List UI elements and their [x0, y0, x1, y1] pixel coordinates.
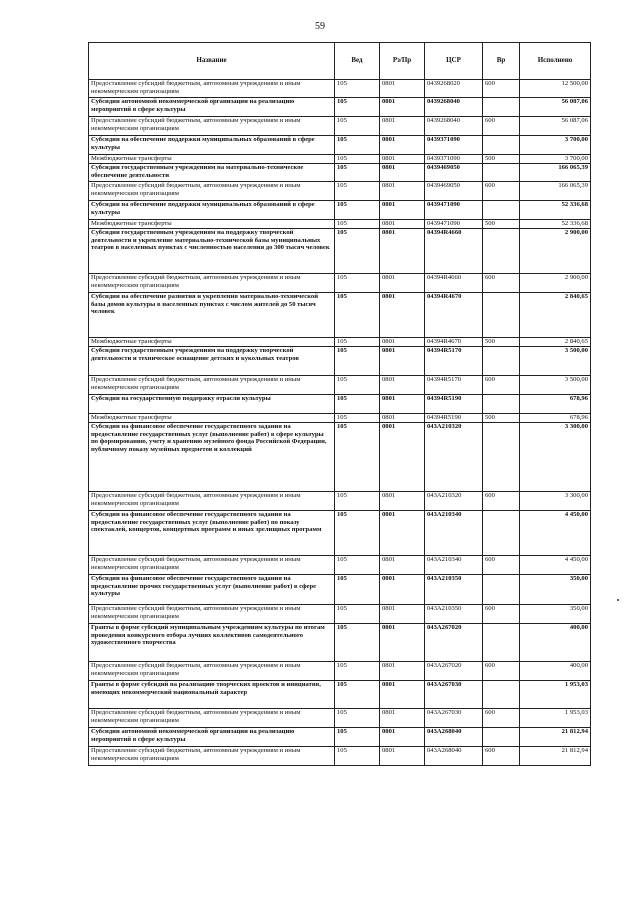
- cell-name: Межбюджетные трансферты: [89, 414, 335, 423]
- cell-vea: 105: [335, 624, 380, 662]
- cell-csr: 043A267030: [425, 709, 483, 728]
- cell-csr: 043A210340: [425, 556, 483, 575]
- cell-vea: 105: [335, 575, 380, 605]
- cell-vea: 105: [335, 201, 380, 220]
- cell-csr: 04394R5170: [425, 376, 483, 395]
- cell-vr: 500: [483, 155, 520, 164]
- table-row: [89, 376, 591, 395]
- table-row: [89, 556, 591, 575]
- cell-csr: 0439268020: [425, 80, 483, 98]
- cell-vea: 105: [335, 492, 380, 511]
- cell-csr: 04394R4670: [425, 293, 483, 338]
- cell-vea: 105: [335, 376, 380, 395]
- cell-name: Гранты в форме субсидий на реализацию творческих проектов и инициатив, имеющих некоммерческий национальный характер: [89, 681, 335, 709]
- cell-ispolneno: 350,00: [520, 575, 591, 605]
- cell-rzpr: 0801: [380, 98, 425, 117]
- cell-name: Предоставление субсидий бюджетным, автономным учреждениям и иным некоммерческим организациям: [89, 556, 335, 575]
- table-row: [89, 624, 591, 662]
- table-header: [89, 43, 591, 80]
- cell-vea: 105: [335, 293, 380, 338]
- cell-vr: [483, 98, 520, 117]
- cell-ispolneno: 678,96: [520, 414, 591, 423]
- cell-vr: 500: [483, 338, 520, 347]
- cell-vea: 105: [335, 117, 380, 136]
- cell-vr: [483, 395, 520, 414]
- cell-csr: 043A268040: [425, 728, 483, 747]
- cell-vea: 105: [335, 556, 380, 575]
- cell-vr: [483, 575, 520, 605]
- cell-csr: 043A210320: [425, 492, 483, 511]
- cell-name: Субсидии государственным учреждениям на поддержку творческой деятельности и укрепление материально-технической базы муниципальных театров в населенных пунктах с численностью населения до 300 тысяч человек: [89, 229, 335, 274]
- cell-csr: 043A267020: [425, 662, 483, 681]
- table-row: [89, 229, 591, 274]
- cell-ispolneno: 21 812,94: [520, 728, 591, 747]
- cell-ispolneno: 350,00: [520, 605, 591, 624]
- cell-name: Субсидии на финансовое обеспечение государственного задания на предоставление государственных услуг (выполнение работ) в сфере культуры по формированию, учету и хранению музейного фонда Российской Федерации, публичному показу музейных предметов и коллекций: [89, 423, 335, 492]
- cell-rzpr: 0801: [380, 201, 425, 220]
- cell-vr: 600: [483, 376, 520, 395]
- cell-csr: 0439268040: [425, 98, 483, 117]
- cell-rzpr: 0801: [380, 347, 425, 376]
- cell-csr: 04394R4660: [425, 229, 483, 274]
- cell-name: Субсидии на финансовое обеспечение государственного задания на предоставление прочих государственных услуг (выполнение работ) в сфере культуры: [89, 575, 335, 605]
- cell-rzpr: 0801: [380, 220, 425, 229]
- cell-vea: 105: [335, 182, 380, 201]
- cell-vea: 105: [335, 747, 380, 766]
- cell-rzpr: 0801: [380, 395, 425, 414]
- cell-csr: 043A210350: [425, 605, 483, 624]
- cell-vr: 500: [483, 220, 520, 229]
- cell-csr: 04394R5170: [425, 347, 483, 376]
- cell-csr: 04394R5190: [425, 395, 483, 414]
- cell-rzpr: 0801: [380, 155, 425, 164]
- cell-ispolneno: 2 840,65: [520, 338, 591, 347]
- table-body: [89, 80, 591, 766]
- header-vr: Вр: [483, 43, 520, 80]
- cell-name: Субсидии на обеспечение поддержки муниципальных образований в сфере культуры: [89, 136, 335, 155]
- cell-rzpr: 0801: [380, 709, 425, 728]
- table-row: [89, 728, 591, 747]
- cell-vr: 600: [483, 117, 520, 136]
- table-row: [89, 492, 591, 511]
- cell-ispolneno: 3 300,00: [520, 423, 591, 492]
- cell-vr: 600: [483, 662, 520, 681]
- cell-csr: 04394R4670: [425, 338, 483, 347]
- table-row: [89, 201, 591, 220]
- cell-name: Субсидии на финансовое обеспечение государственного задания на предоставление государственных услуг (выполнение работ) по показу спектаклей, концертов, концертных программ и иных зрелищных программ: [89, 511, 335, 556]
- cell-ispolneno: 400,00: [520, 624, 591, 662]
- cell-vr: [483, 681, 520, 709]
- cell-ispolneno: 3 500,00: [520, 376, 591, 395]
- header-name: Название: [89, 43, 335, 80]
- cell-rzpr: 0801: [380, 662, 425, 681]
- table-row: [89, 220, 591, 229]
- header-ispolneno: Исполнено: [520, 43, 591, 80]
- cell-vr: [483, 164, 520, 182]
- cell-ispolneno: 3 700,00: [520, 136, 591, 155]
- cell-rzpr: 0801: [380, 338, 425, 347]
- table-row: [89, 347, 591, 376]
- cell-vr: [483, 201, 520, 220]
- header-vea: Вед: [335, 43, 380, 80]
- table-row: [89, 136, 591, 155]
- cell-csr: 043A267030: [425, 681, 483, 709]
- cell-csr: 0439268040: [425, 117, 483, 136]
- cell-name: Субсидии на обеспечение развития и укрепления материально-технической базы домов культуры в населенных пунктах с числом жителей до 50 тысяч человек: [89, 293, 335, 338]
- cell-vea: 105: [335, 229, 380, 274]
- table-row: [89, 80, 591, 98]
- cell-vea: 105: [335, 220, 380, 229]
- cell-ispolneno: 4 450,00: [520, 556, 591, 575]
- cell-name: Предоставление субсидий бюджетным, автономным учреждениям и иным некоммерческим организациям: [89, 492, 335, 511]
- cell-rzpr: 0801: [380, 414, 425, 423]
- table-row: [89, 414, 591, 423]
- cell-csr: 0439371090: [425, 136, 483, 155]
- cell-ispolneno: 21 812,94: [520, 747, 591, 766]
- cell-vr: 600: [483, 556, 520, 575]
- cell-rzpr: 0801: [380, 229, 425, 274]
- cell-ispolneno: 166 065,39: [520, 164, 591, 182]
- table-row: [89, 662, 591, 681]
- cell-vea: 105: [335, 709, 380, 728]
- cell-rzpr: 0801: [380, 492, 425, 511]
- cell-vea: 105: [335, 662, 380, 681]
- cell-vea: 105: [335, 98, 380, 117]
- cell-csr: 04394R4660: [425, 274, 483, 293]
- cell-vr: [483, 293, 520, 338]
- cell-ispolneno: 400,00: [520, 662, 591, 681]
- cell-vea: 105: [335, 347, 380, 376]
- cell-vr: 600: [483, 709, 520, 728]
- cell-vea: 105: [335, 274, 380, 293]
- cell-vr: 600: [483, 605, 520, 624]
- cell-rzpr: 0801: [380, 575, 425, 605]
- cell-name: Субсидии государственным учреждениям на поддержку творческой деятельности и техническое оснащение детских и кукольных театров: [89, 347, 335, 376]
- cell-ispolneno: 678,96: [520, 395, 591, 414]
- cell-rzpr: 0801: [380, 117, 425, 136]
- cell-rzpr: 0801: [380, 681, 425, 709]
- cell-vea: 105: [335, 80, 380, 98]
- cell-vea: 105: [335, 395, 380, 414]
- cell-csr: 043A268040: [425, 747, 483, 766]
- cell-ispolneno: 166 065,39: [520, 182, 591, 201]
- table-row: [89, 423, 591, 492]
- cell-csr: 0439471090: [425, 220, 483, 229]
- cell-name: Субсидии на обеспечение поддержки муниципальных образований в сфере культуры: [89, 201, 335, 220]
- cell-vr: 600: [483, 80, 520, 98]
- table-row: [89, 395, 591, 414]
- cell-csr: 0439371090: [425, 155, 483, 164]
- cell-csr: 0439471090: [425, 201, 483, 220]
- table-row: [89, 575, 591, 605]
- cell-name: Предоставление субсидий бюджетным, автономным учреждениям и иным некоммерческим организациям: [89, 709, 335, 728]
- cell-vea: 105: [335, 423, 380, 492]
- cell-vea: 105: [335, 155, 380, 164]
- table-row: [89, 117, 591, 136]
- cell-rzpr: 0801: [380, 164, 425, 182]
- cell-ispolneno: 3 700,00: [520, 155, 591, 164]
- cell-vr: [483, 511, 520, 556]
- cell-csr: 043A210340: [425, 511, 483, 556]
- margin-dot: [617, 599, 619, 601]
- cell-ispolneno: 1 953,03: [520, 681, 591, 709]
- cell-vea: 105: [335, 338, 380, 347]
- cell-rzpr: 0801: [380, 423, 425, 492]
- cell-rzpr: 0801: [380, 728, 425, 747]
- cell-name: Субсидии автономной некоммерческой организации на реализацию мероприятий в сфере культуры: [89, 98, 335, 117]
- cell-vea: 105: [335, 136, 380, 155]
- cell-csr: 0439469050: [425, 182, 483, 201]
- table-row: [89, 155, 591, 164]
- table-row: [89, 274, 591, 293]
- cell-rzpr: 0801: [380, 376, 425, 395]
- cell-vr: [483, 423, 520, 492]
- table-row: [89, 605, 591, 624]
- cell-ispolneno: 52 336,68: [520, 220, 591, 229]
- cell-rzpr: 0801: [380, 80, 425, 98]
- cell-vea: 105: [335, 511, 380, 556]
- cell-name: Предоставление субсидий бюджетным, автономным учреждениям и иным некоммерческим организациям: [89, 117, 335, 136]
- cell-vr: [483, 347, 520, 376]
- cell-name: Межбюджетные трансферты: [89, 220, 335, 229]
- cell-csr: 043A210320: [425, 423, 483, 492]
- table-row: [89, 293, 591, 338]
- cell-name: Предоставление субсидий бюджетным, автономным учреждениям и иным некоммерческим организациям: [89, 662, 335, 681]
- cell-name: Межбюджетные трансферты: [89, 155, 335, 164]
- cell-vr: [483, 728, 520, 747]
- cell-name: Предоставление субсидий бюджетным, автономным учреждениям и иным некоммерческим организациям: [89, 80, 335, 98]
- table-row: [89, 182, 591, 201]
- cell-ispolneno: 4 450,00: [520, 511, 591, 556]
- cell-ispolneno: 3 300,00: [520, 492, 591, 511]
- cell-vea: 105: [335, 414, 380, 423]
- cell-name: Субсидии государственным учреждениям на материально-техническое обеспечение деятельности: [89, 164, 335, 182]
- cell-ispolneno: 3 500,00: [520, 347, 591, 376]
- cell-rzpr: 0801: [380, 182, 425, 201]
- cell-rzpr: 0801: [380, 624, 425, 662]
- header-csr: ЦСР: [425, 43, 483, 80]
- cell-ispolneno: 12 500,00: [520, 80, 591, 98]
- cell-vr: 500: [483, 414, 520, 423]
- cell-vr: 600: [483, 747, 520, 766]
- cell-rzpr: 0801: [380, 293, 425, 338]
- cell-csr: 0439469050: [425, 164, 483, 182]
- cell-rzpr: 0801: [380, 511, 425, 556]
- cell-ispolneno: 2 840,65: [520, 293, 591, 338]
- cell-name: Гранты в форме субсидий муниципальным учреждениям культуры по итогам проведения конкурсного отбора лучших коллективов самодеятельного художественного творчества: [89, 624, 335, 662]
- cell-ispolneno: 56 087,06: [520, 117, 591, 136]
- table-row: [89, 709, 591, 728]
- cell-ispolneno: 56 087,06: [520, 98, 591, 117]
- cell-vr: [483, 136, 520, 155]
- page-number: 59: [315, 21, 325, 32]
- cell-name: Субсидии на государственную поддержку отрасли культуры: [89, 395, 335, 414]
- cell-name: Предоставление субсидий бюджетным, автономным учреждениям и иным некоммерческим организациям: [89, 182, 335, 201]
- cell-rzpr: 0801: [380, 747, 425, 766]
- cell-ispolneno: 52 336,68: [520, 201, 591, 220]
- cell-vea: 105: [335, 681, 380, 709]
- cell-vea: 105: [335, 728, 380, 747]
- cell-name: Субсидии автономной некоммерческой организации на реализацию мероприятий в сфере культуры: [89, 728, 335, 747]
- cell-rzpr: 0801: [380, 556, 425, 575]
- cell-rzpr: 0801: [380, 136, 425, 155]
- cell-vr: [483, 624, 520, 662]
- cell-name: Предоставление субсидий бюджетным, автономным учреждениям и иным некоммерческим организациям: [89, 376, 335, 395]
- table-row: [89, 98, 591, 117]
- table-row: [89, 511, 591, 556]
- cell-name: Предоставление субсидий бюджетным, автономным учреждениям и иным некоммерческим организациям: [89, 274, 335, 293]
- cell-vr: 600: [483, 492, 520, 511]
- header-rzpr: Рз/Пр: [380, 43, 425, 80]
- cell-name: Межбюджетные трансферты: [89, 338, 335, 347]
- cell-csr: 043A267020: [425, 624, 483, 662]
- cell-name: Предоставление субсидий бюджетным, автономным учреждениям и иным некоммерческим организациям: [89, 747, 335, 766]
- table-row: [89, 747, 591, 766]
- cell-csr: 043A210350: [425, 575, 483, 605]
- cell-vr: 600: [483, 274, 520, 293]
- table-row: [89, 681, 591, 709]
- cell-name: Предоставление субсидий бюджетным, автономным учреждениям и иным некоммерческим организациям: [89, 605, 335, 624]
- budget-table: [88, 42, 591, 766]
- cell-ispolneno: 2 900,00: [520, 229, 591, 274]
- cell-vea: 105: [335, 164, 380, 182]
- cell-rzpr: 0801: [380, 605, 425, 624]
- cell-csr: 04394R5190: [425, 414, 483, 423]
- cell-ispolneno: 1 953,03: [520, 709, 591, 728]
- cell-rzpr: 0801: [380, 274, 425, 293]
- cell-vr: [483, 229, 520, 274]
- table-row: [89, 338, 591, 347]
- cell-ispolneno: 2 900,00: [520, 274, 591, 293]
- cell-vea: 105: [335, 605, 380, 624]
- cell-vr: 600: [483, 182, 520, 201]
- table-row: [89, 164, 591, 182]
